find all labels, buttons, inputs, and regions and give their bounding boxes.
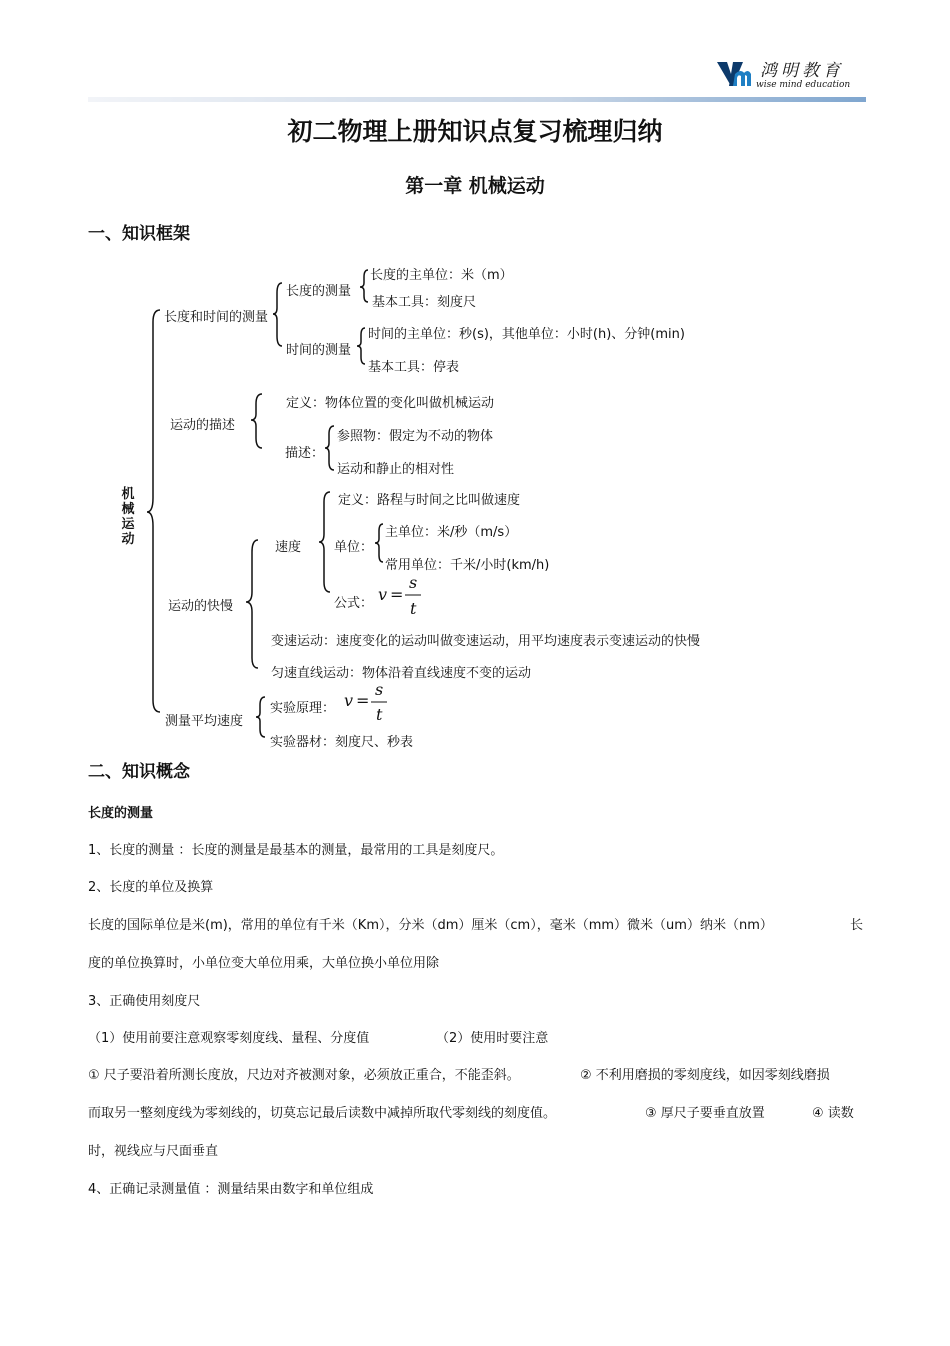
formula-equals: = bbox=[390, 585, 404, 604]
brace-describe bbox=[325, 426, 334, 470]
formula-s: s bbox=[409, 573, 418, 592]
principle-formula-v: v bbox=[344, 691, 354, 710]
chapter-title: 第一章 机械运动 bbox=[405, 175, 545, 197]
logo-chinese-text: 鸿明教育 bbox=[760, 61, 844, 81]
brace-speed bbox=[319, 492, 330, 592]
node-formula: 公式： bbox=[334, 596, 374, 611]
para-4: 3、正确使用刻度尺 bbox=[88, 994, 201, 1009]
node-common-unit: 常用单位：千米/小时(km/h) bbox=[385, 558, 550, 573]
para-7-left: 而取另一整刻度线为零刻线的，切莫忘记最后读数中减掉所取代零刻线的刻度值。 bbox=[88, 1106, 557, 1121]
node-len-measure: 长度的测量 bbox=[286, 284, 352, 299]
node-speed: 速度 bbox=[275, 540, 302, 555]
brace-len bbox=[360, 270, 368, 302]
node-variable-motion: 变速运动：速度变化的运动叫做变速运动，用平均速度表示变速运动的快慢 bbox=[271, 634, 701, 649]
node-speed-def: 定义：路程与时间之比叫做速度 bbox=[338, 493, 521, 508]
node-def-motion: 定义：物体位置的变化叫做机械运动 bbox=[286, 396, 495, 411]
logo-english-text: wise mind education bbox=[756, 80, 851, 90]
node-describe: 描述： bbox=[285, 446, 325, 461]
brace-unit bbox=[375, 524, 383, 562]
formula-v: v bbox=[378, 585, 388, 604]
para-3-line1: 长度的国际单位是米(m)，常用的单位有千米（Km），分米（dm）厘米（cm），毫米（mm）微米（um）纳米（nm） bbox=[88, 918, 773, 933]
node-speed-of-motion: 运动的快慢 bbox=[168, 599, 234, 614]
section-heading-framework: 一、知识框架 bbox=[88, 224, 190, 244]
para-7-right: ④ 读数 bbox=[812, 1106, 854, 1121]
brace-time bbox=[357, 328, 365, 364]
node-motion-desc: 运动的描述 bbox=[170, 418, 236, 433]
brace-avg bbox=[256, 697, 265, 737]
node-len-unit: 长度的主单位：米（m） bbox=[370, 268, 513, 283]
para-7-mid: ③ 厚尺子要垂直放置 bbox=[645, 1106, 765, 1121]
node-len-tool: 基本工具：刻度尺 bbox=[372, 295, 477, 310]
para-8: 时，视线应与尺面垂直 bbox=[88, 1144, 219, 1159]
principle-formula-t: t bbox=[376, 705, 383, 724]
brace-speed-of-motion bbox=[246, 540, 258, 668]
brace-root bbox=[147, 310, 160, 712]
para-5-left: （1）使用前要注意观察零刻度线、量程、分度值 bbox=[88, 1031, 370, 1046]
para-9: 4、正确记录测量值 ：测量结果由数字和单位组成 bbox=[88, 1182, 374, 1197]
node-uniform-motion: 匀速直线运动：物体沿着直线速度不变的运动 bbox=[271, 666, 532, 681]
node-reference: 参照物：假定为不动的物体 bbox=[337, 429, 494, 444]
formula-t: t bbox=[410, 599, 417, 618]
para-6-left: ① 尺子要沿着所测长度放，尺边对齐被测对象，必须放正重合，不能歪斜。 bbox=[88, 1068, 520, 1083]
node-principle: 实验原理： bbox=[270, 701, 336, 716]
node-len-time: 长度和时间的测量 bbox=[164, 310, 269, 325]
para-1: 1、长度的测量 ：长度的测量是最基本的测量，最常用的工具是刻度尺。 bbox=[88, 843, 504, 858]
para-3-line1-end: 长 bbox=[850, 918, 864, 933]
node-main-unit: 主单位：米/秒（m/s） bbox=[385, 525, 518, 540]
principle-formula-equals: = bbox=[356, 691, 370, 710]
node-relative: 运动和静止的相对性 bbox=[337, 462, 455, 477]
principle-formula-s: s bbox=[375, 680, 384, 699]
node-time-measure: 时间的测量 bbox=[286, 343, 352, 358]
document-title: 初二物理上册知识点复习梳理归纳 bbox=[287, 117, 663, 146]
para-3-line2: 度的单位换算时，小单位变大单位用乘，大单位换小单位用除 bbox=[88, 956, 440, 971]
node-unit: 单位： bbox=[334, 540, 374, 555]
node-equipment: 实验器材：刻度尺、秒表 bbox=[270, 735, 414, 750]
node-avg-speed: 测量平均速度 bbox=[165, 714, 244, 729]
brace-len-time bbox=[273, 283, 282, 346]
para-2: 2、长度的单位及换算 bbox=[88, 880, 214, 895]
section-heading-concepts: 二、知识概念 bbox=[88, 762, 190, 782]
para-6-right: ② 不利用磨损的零刻度线，如因零刻线磨损 bbox=[580, 1068, 830, 1083]
brace-desc bbox=[251, 394, 262, 448]
node-time-tool: 基本工具：停表 bbox=[368, 360, 460, 375]
node-time-unit: 时间的主单位：秒(s)，其他单位：小时(h)、分钟(min) bbox=[368, 327, 685, 342]
subheading-length-measurement: 长度的测量 bbox=[88, 806, 154, 821]
para-5-right: （2）使用时要注意 bbox=[436, 1031, 549, 1046]
tree-root-label: 机械运动 bbox=[121, 487, 135, 547]
